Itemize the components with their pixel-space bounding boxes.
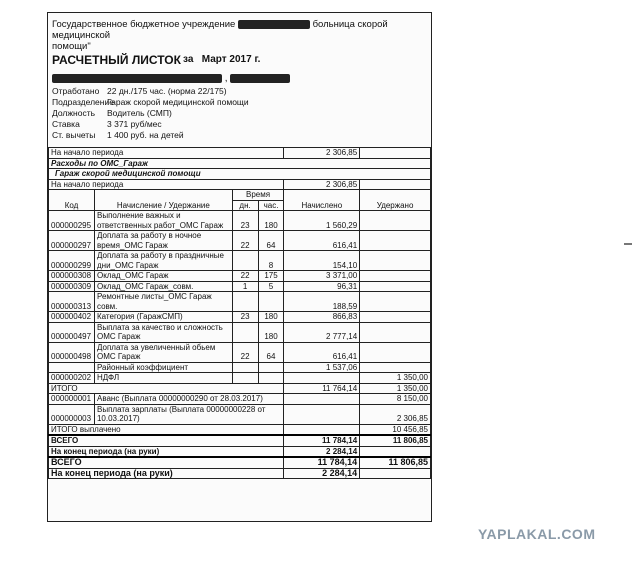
payment-code: 000000001 [49,394,95,405]
total-paid-label: ИТОГО выплачено [49,424,284,435]
row-accrued: 188,59 [284,292,360,312]
name-separator: , [224,73,228,84]
row-hours: 8 [258,251,284,271]
info-value: 3 371 руб/мес [107,119,162,129]
row-code: 000000297 [49,231,95,251]
org-name-end: больница скорой медицинской [52,19,388,41]
col-code: Код [49,190,95,211]
table-row [49,271,431,282]
row-hours: 64 [258,342,284,362]
info-row [52,97,249,108]
row-name: Доплата за работу в праздничные дни_ОМС Гараж [94,251,232,271]
section-row [49,158,431,169]
opening-balance-value: 2 306,85 [284,148,360,159]
org-name-start: Государственное бюджетное учреждение [52,19,236,30]
period [183,54,260,65]
table-row [49,342,431,362]
row-withheld [360,362,431,373]
row-name: Районный коэффициент [94,362,232,373]
row-withheld: 1 350,00 [360,373,431,384]
row-days [232,322,258,342]
total-row [49,383,431,394]
row-accrued: 154,10 [284,251,360,271]
row-hours: 64 [258,231,284,251]
row-accrued: 2 777,14 [284,322,360,342]
summary-closing-value: 2 284,14 [284,468,360,479]
info-row [52,130,249,141]
row-name: НДФЛ [94,373,232,384]
row-code: 000000308 [49,271,95,282]
grand-total-row [49,435,431,446]
table-row [49,292,431,312]
info-value: 22 дн./175 час. (норма 22/175) [107,86,227,96]
summary-total-label: ВСЕГО [49,457,284,468]
empty-cell [360,179,431,190]
row-code: 000000498 [49,342,95,362]
org-name [52,19,431,52]
row-accrued: 96,31 [284,281,360,292]
info-value: 1 400 руб. на детей [107,130,184,140]
total-withheld: 1 350,00 [360,383,431,394]
row-withheld [360,292,431,312]
closing-balance-row [49,446,431,457]
sub-opening-balance-row [49,179,431,190]
row-withheld [360,271,431,282]
empty-cell [284,424,360,435]
payment-name: Аванс (Выплата 00000000290 от 28.03.2017) [94,394,283,405]
info-value: Водитель (СМП) [107,108,172,118]
payment-code: 000000003 [49,404,95,424]
watermark: YAPLAKAL.COM [478,526,596,542]
col-time: Время [232,190,284,201]
row-code: 000000497 [49,322,95,342]
row-days: 1 [232,281,258,292]
row-days [232,292,258,312]
row-name: Оклад_ОМС Гараж_совм. [94,281,232,292]
row-code [49,362,95,373]
row-code: 000000309 [49,281,95,292]
section-title: Расходы по ОМС_Гараж [49,158,431,169]
row-days: 22 [232,342,258,362]
table-row [49,281,431,292]
row-accrued: 3 371,00 [284,271,360,282]
info-label: Подразделение [52,97,114,107]
period-prefix: за [183,54,194,65]
info-label: Должность [52,108,96,118]
summary-total-row [49,457,431,468]
closing-balance-value: 2 284,14 [284,446,360,457]
col-days: дн. [232,200,258,211]
row-withheld [360,342,431,362]
payment-withheld: 2 306,85 [360,404,431,424]
row-days [232,251,258,271]
row-days: 22 [232,271,258,282]
row-name: Доплата за увеличенный обьем ОМС Гараж [94,342,232,362]
redaction-mark [52,74,222,83]
row-withheld [360,231,431,251]
table-row [49,373,431,384]
info-label: Ставка [52,119,80,129]
row-hours: 180 [258,322,284,342]
payslip-sheet [47,12,432,522]
row-hours [258,362,284,373]
row-name: Выплата за качество и сложность ОМС Гараж [94,322,232,342]
row-hours [258,292,284,312]
employee-info [52,86,249,141]
empty-cell [360,148,431,159]
row-withheld [360,251,431,271]
subsection-title: Гараж скорой медицинской помощи [49,169,431,180]
page-title: РАСЧЕТНЫЙ ЛИСТОК [52,53,181,67]
row-name: Оклад_ОМС Гараж [94,271,232,282]
info-label: Отработано [52,86,100,96]
row-name: Категория (ГаражСМП) [94,312,232,323]
row-code: 000000313 [49,292,95,312]
col-hours: час. [258,200,284,211]
table-row [49,322,431,342]
summary-total-withheld: 11 806,85 [360,457,431,468]
payment-withheld: 8 150,00 [360,394,431,405]
col-name: Начисление / Удержание [94,190,232,211]
table-row [49,231,431,251]
org-name-line2: помощи" [52,41,91,52]
scan-edge-mark [624,243,632,245]
table-row [49,312,431,323]
row-hours: 180 [258,312,284,323]
empty-cell [284,404,360,424]
column-header-row [49,190,431,201]
payment-row [49,394,431,405]
summary-closing-label: На конец периода (на руки) [49,468,284,479]
row-withheld [360,312,431,323]
employee-name [52,73,290,84]
row-hours: 180 [258,211,284,231]
opening-balance-row [49,148,431,159]
grand-total-accrued: 11 784,14 [284,435,360,446]
row-accrued [284,373,360,384]
empty-cell [360,468,431,479]
info-value: Гараж скорой медицинской помощи [107,97,249,107]
row-accrued: 1 537,06 [284,362,360,373]
sub-opening-balance-label: На начало периода [49,179,284,190]
opening-balance-label: На начало периода [49,148,284,159]
closing-balance-label: На конец периода (на руки) [49,446,284,457]
total-accrued: 11 764,14 [284,383,360,394]
row-accrued: 616,41 [284,231,360,251]
table-row [49,211,431,231]
row-name: Выполнение важных и ответственных работ_ОМС Гараж [94,211,232,231]
row-accrued: 1 560,29 [284,211,360,231]
row-hours: 5 [258,281,284,292]
payslip-table [48,147,431,479]
row-days: 23 [232,312,258,323]
row-days [232,373,258,384]
info-row [52,108,249,119]
row-accrued: 616,41 [284,342,360,362]
table-row [49,251,431,271]
payment-name: Выплата зарплаты (Выплата 00000000228 от 10.03.2017) [94,404,283,424]
subsection-row [49,169,431,180]
col-accrued: Начислено [284,190,360,211]
period-value: Март 2017 г. [201,54,261,65]
total-paid-withheld: 10 456,85 [360,424,431,435]
total-label: ИТОГО [49,383,284,394]
redaction-mark [230,74,290,83]
redaction-mark [238,20,310,29]
row-withheld [360,211,431,231]
row-withheld [360,322,431,342]
info-row [52,86,249,97]
row-days: 23 [232,211,258,231]
row-name: Ремонтные листы_ОМС Гараж совм. [94,292,232,312]
row-code: 000000402 [49,312,95,323]
grand-total-withheld: 11 806,85 [360,435,431,446]
row-hours [258,373,284,384]
row-name: Доплата за работу в ночное время_ОМС Гараж [94,231,232,251]
summary-total-accrued: 11 784,14 [284,457,360,468]
empty-cell [284,394,360,405]
row-days: 22 [232,231,258,251]
row-days [232,362,258,373]
total-paid-row [49,424,431,435]
sub-opening-balance-value: 2 306,85 [284,179,360,190]
summary-closing-row [49,468,431,479]
row-code: 000000299 [49,251,95,271]
row-accrued: 866,83 [284,312,360,323]
col-withheld: Удержано [360,190,431,211]
info-row [52,119,249,130]
empty-cell [360,446,431,457]
table-row [49,362,431,373]
grand-total-label: ВСЕГО [49,435,284,446]
row-code: 000000295 [49,211,95,231]
row-withheld [360,281,431,292]
info-label: Ст. вычеты [52,130,96,140]
payment-row [49,404,431,424]
row-hours: 175 [258,271,284,282]
row-code: 000000202 [49,373,95,384]
